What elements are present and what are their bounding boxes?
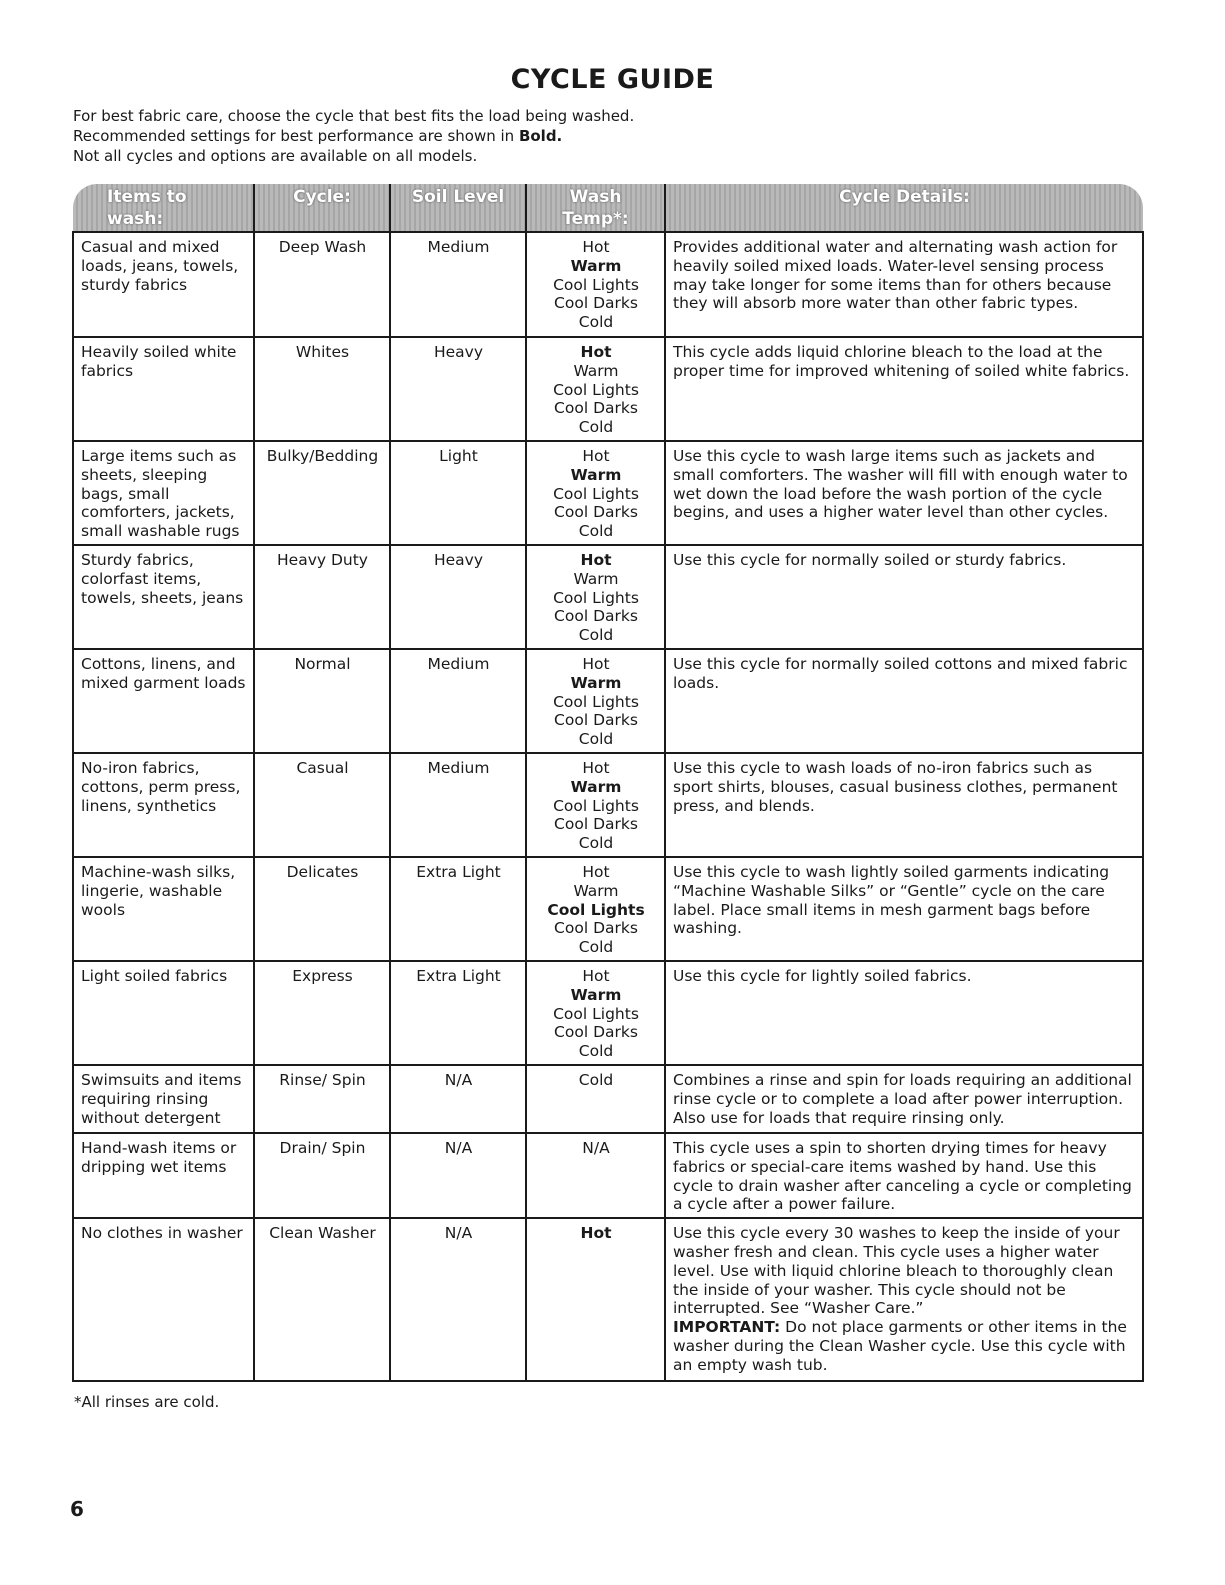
temp-option: Cold (578, 730, 614, 749)
temp-option: Hot (582, 863, 610, 881)
table-row (73, 232, 1143, 337)
cell-cycle: Rinse/ Spin (254, 1065, 390, 1133)
cell-soil-level: Medium (390, 232, 526, 337)
temp-option: Hot (582, 967, 610, 985)
cell-items: Heavily soiled white fabrics (73, 337, 254, 441)
cell-cycle: Delicates (254, 857, 390, 961)
important-label: IMPORTANT: (673, 1318, 781, 1337)
cell-items: Casual and mixed loads, jeans, towels, sturdy fabrics (73, 232, 254, 337)
temp-option: Warm (570, 985, 622, 1004)
cell-items: Sturdy fabrics, colorfast items, towels, sheets, jeans (73, 545, 254, 649)
cell-wash-temp (526, 753, 665, 857)
cell-cycle-details (665, 753, 1143, 857)
details-text: Provides additional water and alternating wash action for heavily soiled mixed loads. Water-level sensing process may take longer for some items than for others because they will absorb more water than other fabric types. (673, 238, 1118, 313)
cell-wash-temp (526, 1065, 665, 1133)
temp-option: Hot (582, 238, 610, 256)
cell-items: Cottons, linens, and mixed garment loads (73, 649, 254, 753)
temp-option: Hot (582, 759, 610, 777)
temp-option: Cold (578, 418, 614, 437)
table-row (73, 1065, 1143, 1133)
temp-option: Cold (578, 1071, 614, 1089)
cell-wash-temp (526, 1133, 665, 1218)
table-row (73, 545, 1143, 649)
temp-option: Hot (580, 343, 612, 361)
table-body (73, 232, 1143, 1381)
temp-option: Cool Darks (554, 399, 638, 418)
cell-items: Machine-wash silks, lingerie, washable wools (73, 857, 254, 961)
cell-cycle-details (665, 1218, 1143, 1381)
details-text: This cycle uses a spin to shorten drying times for heavy fabrics or special-care items washed by hand. Use this cycle to drain washer after canceling a cycle or completing a cycle after a power failure. (673, 1139, 1132, 1214)
temp-option: Hot (582, 447, 610, 465)
cell-cycle: Casual (254, 753, 390, 857)
intro-line-2-text: Recommended settings for best performance are shown in (73, 127, 519, 145)
temp-option: Cold (578, 938, 614, 957)
cell-cycle: Normal (254, 649, 390, 753)
table-row (73, 961, 1143, 1065)
footnote: *All rinses are cold. (74, 1393, 220, 1411)
intro-line-2 (73, 126, 1153, 146)
table-row (73, 857, 1143, 961)
cell-wash-temp (526, 857, 665, 961)
temp-option: Cold (578, 313, 614, 332)
temp-option: Cool Darks (554, 711, 638, 730)
cell-items: No-iron fabrics, cottons, perm press, linens, synthetics (73, 753, 254, 857)
cell-cycle-details (665, 337, 1143, 441)
cell-soil-level: N/A (390, 1133, 526, 1218)
temp-option: Cool Lights (553, 692, 639, 711)
cell-soil-level: Medium (390, 753, 526, 857)
cell-cycle-details (665, 1133, 1143, 1218)
cell-wash-temp (526, 441, 665, 545)
cell-wash-temp (526, 337, 665, 441)
header-soil: Soil Level (390, 184, 526, 232)
intro-line-1: For best fabric care, choose the cycle that best fits the load being washed. (73, 107, 635, 125)
temp-option: Cool Darks (554, 919, 638, 938)
details-text: Use this cycle to wash lightly soiled garments indicating “Machine Washable Silks” or “Gentle” cycle on the care label. Place small items in mesh garment bags before washing. (673, 863, 1110, 938)
cell-items: No clothes in washer (73, 1218, 254, 1381)
details-text: Use this cycle to wash loads of no-iron fabrics such as sport shirts, blouses, casual business clothes, permanent press, and blends. (673, 759, 1118, 815)
temp-option: Cool Lights (553, 275, 639, 294)
cell-items: Swimsuits and items requiring rinsing without detergent (73, 1065, 254, 1133)
table-row (73, 649, 1143, 753)
page-title: CYCLE GUIDE (510, 64, 715, 95)
cell-cycle-details (665, 232, 1143, 337)
temp-option: Warm (573, 361, 619, 380)
temp-option: Hot (580, 551, 612, 569)
cell-soil-level: Light (390, 441, 526, 545)
important-text: Do not place garments or other items in the washer during the Clean Washer cycle. Use this cycle with an empty wash tub. (673, 1318, 1127, 1374)
temp-option: Cool Darks (554, 294, 638, 313)
cell-soil-level: Extra Light (390, 961, 526, 1065)
cell-items: Large items such as sheets, sleeping bags, small comforters, jackets, small washable rugs (73, 441, 254, 545)
table-header-row (73, 184, 1143, 232)
intro-text (73, 106, 1153, 166)
cell-cycle: Express (254, 961, 390, 1065)
details-text: Use this cycle to wash large items such as jackets and small comforters. The washer will fill with enough water to wet down the load before the wash portion of the cycle begins, and uses a higher water level than other cycles. (673, 447, 1128, 522)
cell-soil-level: Heavy (390, 545, 526, 649)
details-text: Use this cycle for normally soiled cottons and mixed fabric loads. (673, 655, 1128, 692)
details-text: Combines a rinse and spin for loads requiring an additional rinse cycle or to complete a load after power interruption. Also use for loads that require rinsing only. (673, 1071, 1132, 1127)
temp-option: Cool Darks (554, 1023, 638, 1042)
temp-option: Hot (580, 1224, 612, 1243)
cell-cycle-details (665, 1065, 1143, 1133)
cell-wash-temp (526, 961, 665, 1065)
cell-soil-level: Extra Light (390, 857, 526, 961)
temp-option: Cool Darks (554, 503, 638, 522)
cell-wash-temp (526, 232, 665, 337)
temp-option: Cold (578, 626, 614, 645)
table-row (73, 337, 1143, 441)
cell-soil-level: Medium (390, 649, 526, 753)
temp-option: Warm (573, 569, 619, 588)
cell-cycle: Deep Wash (254, 232, 390, 337)
header-cycle: Cycle: (254, 184, 390, 232)
temp-option: Cool Darks (554, 607, 638, 626)
cell-wash-temp (526, 649, 665, 753)
temp-option: Cold (578, 522, 614, 541)
temp-option: Cool Lights (547, 900, 645, 919)
temp-option: Cool Lights (553, 484, 639, 503)
details-text: Use this cycle for normally soiled or sturdy fabrics. (673, 551, 1067, 569)
cell-cycle-details (665, 649, 1143, 753)
cell-cycle: Bulky/Bedding (254, 441, 390, 545)
details-text: This cycle adds liquid chlorine bleach to the load at the proper time for improved whitening of soiled white fabrics. (673, 343, 1130, 380)
header-details: Cycle Details: (665, 184, 1143, 232)
cell-cycle-details (665, 441, 1143, 545)
intro-bold-word: Bold. (518, 127, 563, 145)
temp-option: Cool Darks (554, 815, 638, 834)
temp-option: Cool Lights (553, 588, 639, 607)
temp-option: Warm (570, 465, 622, 484)
temp-option: Cold (578, 1042, 614, 1061)
header-items: Items to wash: (73, 184, 254, 232)
cell-soil-level: N/A (390, 1218, 526, 1381)
temp-option: Cool Lights (553, 380, 639, 399)
temp-option: Cool Lights (553, 1004, 639, 1023)
temp-option: Warm (570, 256, 622, 275)
table-row (73, 1133, 1143, 1218)
cell-wash-temp (526, 545, 665, 649)
table-row (73, 1218, 1143, 1381)
important-note (673, 1318, 1136, 1374)
cell-cycle-details (665, 545, 1143, 649)
cell-wash-temp (526, 1218, 665, 1381)
cell-cycle: Heavy Duty (254, 545, 390, 649)
cycle-guide-table (72, 184, 1144, 1382)
temp-option: Warm (573, 881, 619, 900)
cell-cycle: Whites (254, 337, 390, 441)
details-text: Use this cycle every 30 washes to keep the inside of your washer fresh and clean. This cycle uses a higher water level. Use with liquid chlorine bleach to thoroughly clean the inside of your washer. This cycle should not be interrupted. See “Washer Care.” (673, 1224, 1120, 1318)
table-row (73, 441, 1143, 545)
temp-option: Warm (570, 673, 622, 692)
cell-soil-level: Heavy (390, 337, 526, 441)
temp-option: N/A (582, 1139, 610, 1157)
temp-option: Cool Lights (553, 796, 639, 815)
header-temp: Wash Temp*: (526, 184, 665, 232)
page-number: 6 (70, 1497, 84, 1521)
intro-line-3: Not all cycles and options are available on all models. (73, 147, 478, 165)
details-text: Use this cycle for lightly soiled fabrics. (673, 967, 972, 985)
cell-cycle: Drain/ Spin (254, 1133, 390, 1218)
cell-cycle-details (665, 857, 1143, 961)
cell-cycle-details (665, 961, 1143, 1065)
temp-option: Warm (570, 777, 622, 796)
table-row (73, 753, 1143, 857)
cell-items: Hand-wash items or dripping wet items (73, 1133, 254, 1218)
cell-items: Light soiled fabrics (73, 961, 254, 1065)
temp-option: Hot (582, 655, 610, 673)
cell-soil-level: N/A (390, 1065, 526, 1133)
temp-option: Cold (578, 834, 614, 853)
cell-cycle: Clean Washer (254, 1218, 390, 1381)
